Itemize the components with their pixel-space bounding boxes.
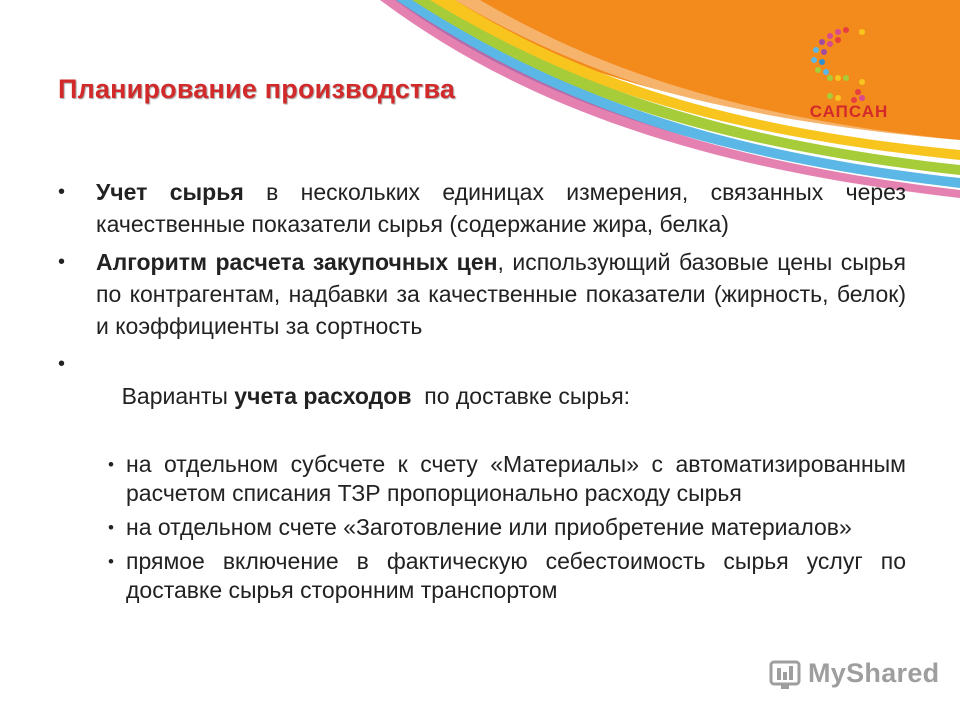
bullet-item-expense-options: [58, 348, 906, 444]
bullet-text: в нескольких единицах измерения, связанных через качественные показатели сырья (содержание жира, белка): [96, 179, 906, 237]
bullet-bold-text: учета расходов: [234, 383, 412, 409]
myshared-watermark[interactable]: MyShared: [808, 658, 940, 688]
myshared-logo-icon: [768, 656, 802, 692]
sub-bullet-item: [58, 547, 906, 605]
slide-body: [58, 176, 906, 610]
bullet-item-price-algorithm: [58, 246, 906, 342]
bullet-bold-text: Учет сырья: [96, 179, 244, 205]
bullet-text: , использующий базовые цены сырья по контрагентам, надбавки за качественные показатели (жирность, белок) и коэффициенты за сортность: [96, 249, 906, 339]
bullet-icon: •: [58, 251, 66, 273]
sub-bullet-item: [58, 513, 906, 542]
bullet-icon: •: [58, 353, 66, 375]
sub-bullet-text: на отдельном счете «Заготовление или приобретение материалов»: [126, 514, 852, 540]
sub-bullet-text: на отдельном субсчете к счету «Материалы» с автоматизированным расчетом списания ТЗР пропорционально расходу сырья: [126, 451, 906, 506]
sub-bullet-item: [58, 450, 906, 508]
bullet-item-raw-material: [58, 176, 906, 240]
logo-text: САПСАН: [809, 102, 889, 121]
bullet-pre-text: Варианты: [121, 383, 235, 409]
bullet-icon: •: [58, 181, 66, 203]
bullet-text: по доставке сырья:: [411, 383, 631, 409]
bullet-bold-text: Алгоритм расчета закупочных цен: [96, 249, 498, 275]
bullet-icon: •: [108, 518, 114, 537]
bullet-icon: •: [108, 552, 114, 571]
sub-bullet-text: прямое включение в фактическую себестоимость сырья услуг по доставке сырья сторонним транспортом: [126, 548, 906, 603]
bullet-icon: •: [108, 455, 114, 474]
slide-title: Планирование производства: [58, 74, 456, 104]
